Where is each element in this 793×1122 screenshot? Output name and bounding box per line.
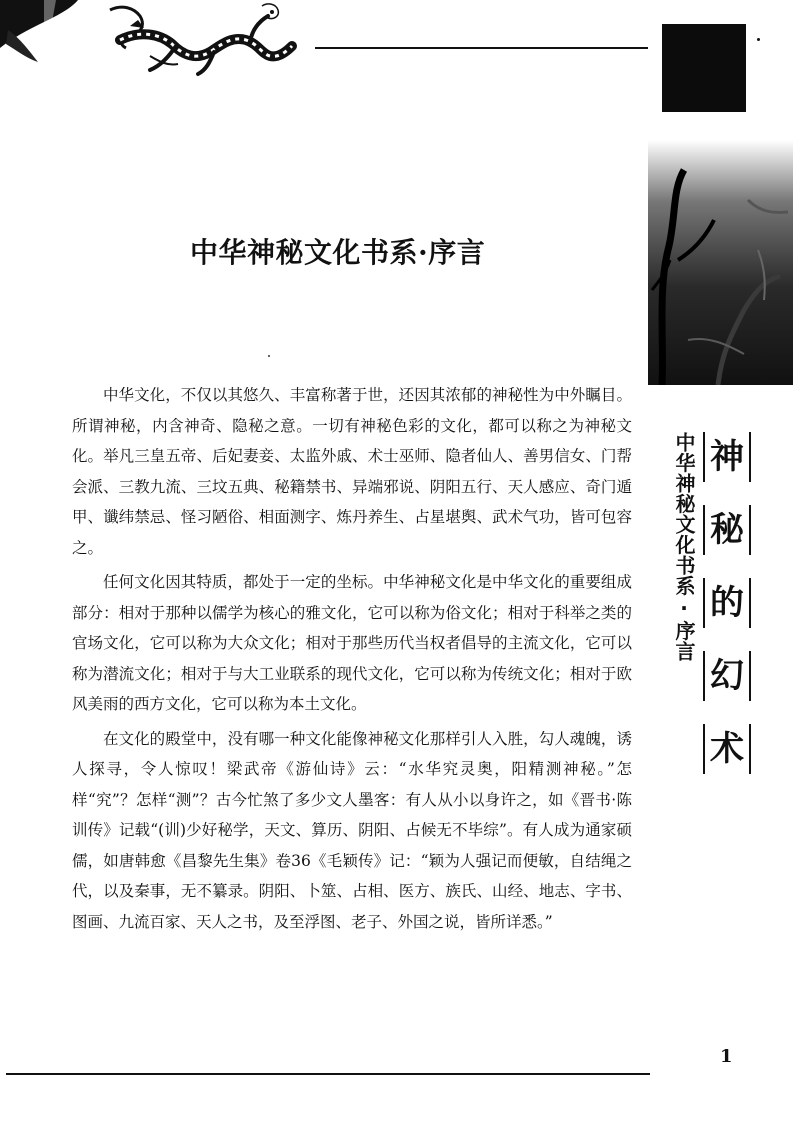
- paragraph-2: 任何文化因其特质，都处于一定的坐标。中华神秘文化是中华文化的重要组成部分：相对于那种以儒学为核心的雅文化，它可以称为俗文化；相对于科举之类的官场文化，它可以称为大众文化；相对于那些历代当权者倡导的主流文化，它可以称为潜流文化；相对于与大工业联系的现代文化，它可以称为传统文化；相对于欧风美雨的西方文化，它可以称为本土文化。: [72, 573, 632, 713]
- side-ink-painting: [648, 140, 793, 385]
- page-title: 中华神秘文化书系·序言: [190, 236, 486, 269]
- decorative-dot: [268, 355, 270, 357]
- paragraph-3: 在文化的殿堂中，没有哪一种文化能像神秘文化那样引人入胜，勾人魂魄，诱人探寻，令人惊叹！梁武帝《游仙诗》云：“水华究灵奥，阳精测神秘。”怎样“究”？怎样“测”？古今忙煞了多少文人墨客：有人从小以身许之，如《晋书·陈训传》记载“(训)少好秘学，天文、算历、阴阳、占候无不毕综”。有人成为通家硕儒，如唐韩愈《昌黎先生集》卷36《毛颖传》记：“颖为人强记而便敏，自结绳之代，以及秦事，无不纂录。阴阳、卜筮、占相、医方、族氏、山经、地志、字书、图画、九流百家、天人之书，及至浮图、老子、外国之说，皆所详悉。”: [72, 729, 632, 931]
- book-title-char-3: 的: [703, 578, 751, 628]
- header-dot: [757, 38, 760, 41]
- footer-rule: [6, 1073, 650, 1075]
- book-title-char-1: 神: [703, 432, 751, 482]
- header-black-block: [662, 24, 746, 112]
- page-number: 1: [720, 1046, 733, 1067]
- book-title-char-5: 术: [703, 724, 751, 774]
- book-title-char-4: 幻: [703, 651, 751, 701]
- header-rule: [315, 47, 648, 49]
- book-title-vertical: [703, 432, 749, 797]
- body-text: [72, 380, 632, 941]
- dragon-illustration: [0, 0, 300, 82]
- series-vertical-title: 中华神秘文化书系·序言: [672, 432, 696, 662]
- paragraph-1: 中华文化，不仅以其悠久、丰富称著于世，还因其浓郁的神秘性为中外瞩目。所谓神秘，内含神奇、隐秘之意。一切有神秘色彩的文化，都可以称之为神秘文化。举凡三皇五帝、后妃妻妾、太监外戚、术士巫师、隐者仙人、善男信女、门帮会派、三教九流、三坟五典、秘籍禁书、异端邪说、阴阳五行、天人感应、奇门遁甲、谶纬禁忌、怪习陋俗、相面测字、炼丹养生、占星堪舆、武术气功，皆可包容之。: [72, 386, 632, 557]
- book-title-char-2: 秘: [703, 505, 751, 555]
